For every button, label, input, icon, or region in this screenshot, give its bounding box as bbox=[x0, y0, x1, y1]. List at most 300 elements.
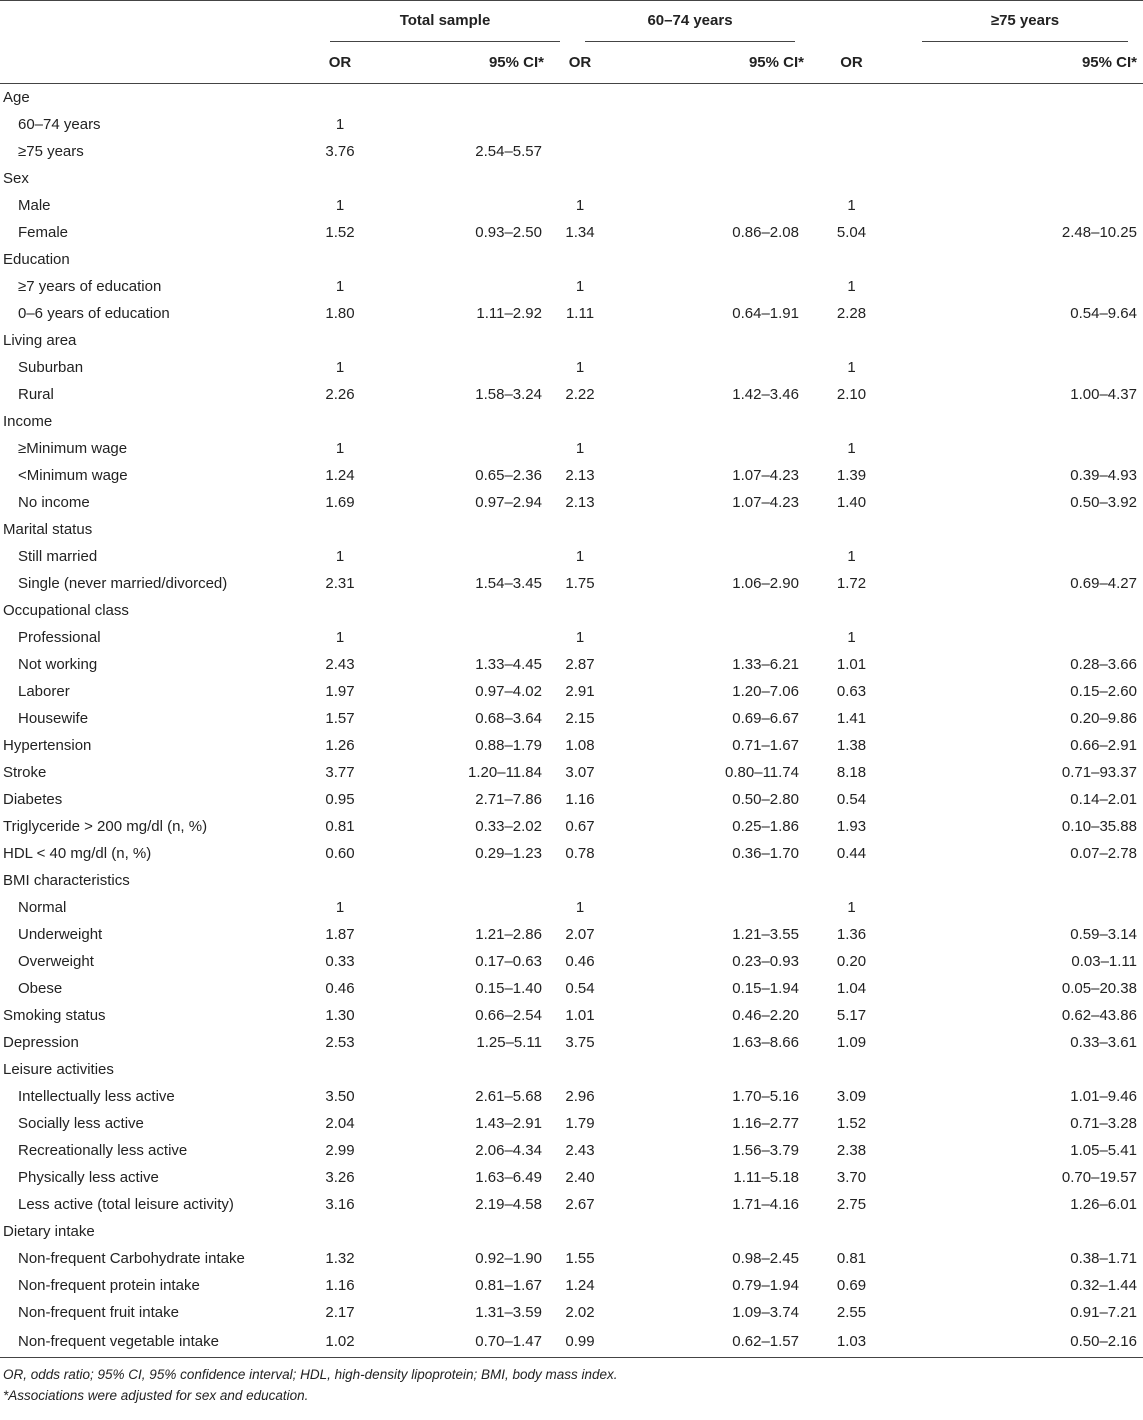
ci-value-cell bbox=[893, 138, 1143, 165]
or-value-cell bbox=[550, 111, 610, 138]
row-label: Housewife bbox=[18, 710, 89, 727]
table-row bbox=[0, 381, 1143, 408]
ci-value-cell: 0.80–11.74 bbox=[725, 764, 799, 781]
table-row bbox=[0, 219, 1143, 246]
ci-value-cell bbox=[893, 435, 1143, 462]
table-row bbox=[0, 1272, 1143, 1299]
table-row bbox=[0, 1056, 1143, 1083]
or-value-cell: 2.91 bbox=[565, 683, 595, 700]
ci-value-cell: 0.10–35.88 bbox=[1061, 818, 1137, 835]
or-value-cell: 0.69 bbox=[836, 1277, 867, 1294]
or-value-cell: 2.53 bbox=[325, 1034, 355, 1051]
ci-value-cell: 0.20–9.86 bbox=[1070, 710, 1137, 727]
or-value-cell: 2.02 bbox=[565, 1304, 595, 1321]
or-value-cell: 0.81 bbox=[836, 1250, 867, 1267]
ci-value-cell: 0.79–1.94 bbox=[732, 1277, 799, 1294]
ci-value-cell bbox=[380, 1218, 550, 1245]
or-value-cell: 2.43 bbox=[325, 656, 355, 673]
ci-value-cell: 0.39–4.93 bbox=[1070, 467, 1137, 484]
ci-value-cell bbox=[380, 165, 550, 192]
or-value-cell: 1.39 bbox=[836, 467, 867, 484]
or-value-cell: 1 bbox=[847, 548, 856, 565]
ci-value-cell bbox=[893, 84, 1143, 112]
row-label: Age bbox=[3, 89, 30, 106]
or-value-cell: 2.15 bbox=[565, 710, 595, 727]
table-row bbox=[0, 1299, 1143, 1326]
or-value-cell bbox=[300, 867, 380, 894]
or-value-cell bbox=[550, 138, 610, 165]
ci-value-cell bbox=[380, 273, 550, 300]
or-value-cell: 1.80 bbox=[325, 305, 355, 322]
row-label: <Minimum wage bbox=[18, 467, 128, 484]
ci-value-cell: 0.29–1.23 bbox=[475, 845, 542, 862]
table-row bbox=[0, 165, 1143, 192]
ci-value-cell: 0.05–20.38 bbox=[1061, 980, 1137, 997]
row-label: 0–6 years of education bbox=[18, 305, 170, 322]
ci-value-cell: 0.86–2.08 bbox=[732, 224, 799, 241]
ci-value-cell: 0.71–1.67 bbox=[732, 737, 799, 754]
or-value-cell bbox=[300, 1056, 380, 1083]
ci-value-cell bbox=[380, 327, 550, 354]
ci-value-cell bbox=[610, 408, 810, 435]
row-label: Laborer bbox=[18, 683, 70, 700]
or-value-cell bbox=[550, 867, 610, 894]
ci-value-cell: 0.59–3.14 bbox=[1070, 926, 1137, 943]
or-value-cell: 1 bbox=[575, 548, 585, 565]
ci-value-cell bbox=[610, 516, 810, 543]
ci-value-cell: 0.15–1.94 bbox=[732, 980, 799, 997]
ci-value-cell: 0.14–2.01 bbox=[1070, 791, 1137, 808]
ci-value-cell bbox=[893, 327, 1143, 354]
ci-value-cell bbox=[380, 867, 550, 894]
ci-value-cell: 0.15–2.60 bbox=[1070, 683, 1137, 700]
or-value-cell bbox=[300, 165, 380, 192]
or-value-cell: 1 bbox=[335, 197, 345, 214]
ci-value-cell bbox=[380, 894, 550, 921]
ci-value-cell bbox=[610, 192, 810, 219]
or-value-cell: 1 bbox=[575, 197, 585, 214]
table-row bbox=[0, 1002, 1143, 1029]
or-value-cell: 1 bbox=[847, 278, 856, 295]
ci-value-cell bbox=[610, 435, 810, 462]
ci-value-cell: 1.31–3.59 bbox=[475, 1304, 542, 1321]
group-header-row bbox=[0, 1, 1143, 43]
or-value-cell: 1 bbox=[335, 116, 345, 133]
row-label: Stroke bbox=[3, 764, 47, 781]
or-value-cell: 1 bbox=[575, 359, 585, 376]
ci-value-cell bbox=[610, 111, 810, 138]
table-row bbox=[0, 1218, 1143, 1245]
ci-value-cell: 0.68–3.64 bbox=[475, 710, 542, 727]
or-value-cell bbox=[300, 516, 380, 543]
or-value-cell: 2.43 bbox=[565, 1142, 595, 1159]
or-value-cell: 0.33 bbox=[325, 953, 355, 970]
or-value-cell: 2.67 bbox=[565, 1196, 595, 1213]
ci-header-60-74: 95% CI* bbox=[610, 42, 810, 84]
or-value-cell: 1.16 bbox=[325, 1277, 355, 1294]
or-value-cell: 1 bbox=[335, 899, 345, 916]
or-value-cell: 1 bbox=[847, 359, 856, 376]
or-value-cell: 0.46 bbox=[325, 980, 355, 997]
or-value-cell bbox=[810, 111, 893, 138]
ci-value-cell: 1.09–3.74 bbox=[732, 1304, 799, 1321]
ci-value-cell: 0.98–2.45 bbox=[732, 1250, 799, 1267]
ci-value-cell bbox=[380, 84, 550, 112]
ci-value-cell bbox=[610, 354, 810, 381]
ci-value-cell bbox=[380, 246, 550, 273]
ci-value-cell: 0.07–2.78 bbox=[1070, 845, 1137, 862]
ci-value-cell bbox=[893, 246, 1143, 273]
ci-value-cell bbox=[893, 1056, 1143, 1083]
ci-value-cell bbox=[380, 192, 550, 219]
or-value-cell: 1.34 bbox=[565, 224, 595, 241]
group-header-60-74-label: 60–74 years bbox=[585, 1, 795, 42]
or-header-75plus: OR bbox=[810, 42, 893, 84]
table-row bbox=[0, 1245, 1143, 1272]
or-value-cell: 3.07 bbox=[565, 764, 595, 781]
ci-value-cell: 1.16–2.77 bbox=[732, 1115, 799, 1132]
table-row bbox=[0, 570, 1143, 597]
or-value-cell: 2.40 bbox=[565, 1169, 595, 1186]
or-value-cell: 0.54 bbox=[565, 980, 595, 997]
table-row bbox=[0, 1110, 1143, 1137]
row-label: Single (never married/divorced) bbox=[18, 575, 228, 592]
ci-value-cell: 0.38–1.71 bbox=[1070, 1250, 1137, 1267]
or-value-cell: 1.52 bbox=[836, 1115, 867, 1132]
row-label: Depression bbox=[3, 1034, 79, 1051]
row-label: Income bbox=[3, 413, 53, 430]
ci-value-cell: 1.01–9.46 bbox=[1070, 1088, 1137, 1105]
or-value-cell: 3.77 bbox=[325, 764, 355, 781]
row-label: Leisure activities bbox=[3, 1061, 114, 1078]
ci-value-cell: 0.65–2.36 bbox=[475, 467, 542, 484]
or-value-cell: 5.04 bbox=[836, 224, 867, 241]
ci-value-cell: 1.11–2.92 bbox=[476, 305, 542, 322]
ci-value-cell: 1.43–2.91 bbox=[475, 1115, 542, 1132]
table-row bbox=[0, 597, 1143, 624]
or-value-cell: 1.69 bbox=[325, 494, 355, 511]
ci-value-cell bbox=[380, 354, 550, 381]
or-value-cell bbox=[550, 246, 610, 273]
or-value-cell bbox=[300, 408, 380, 435]
subheader-row bbox=[0, 42, 1143, 84]
or-value-cell: 2.13 bbox=[565, 494, 595, 511]
table-row bbox=[0, 1326, 1143, 1358]
table-header bbox=[0, 1, 1143, 84]
row-label: Less active (total leisure activity) bbox=[18, 1196, 234, 1213]
ci-value-cell bbox=[893, 894, 1143, 921]
table-row bbox=[0, 840, 1143, 867]
table-row bbox=[0, 1029, 1143, 1056]
table-row bbox=[0, 624, 1143, 651]
ci-value-cell bbox=[380, 543, 550, 570]
or-value-cell: 0.95 bbox=[325, 791, 355, 808]
or-value-cell: 3.26 bbox=[325, 1169, 355, 1186]
ci-value-cell bbox=[610, 273, 810, 300]
table-row bbox=[0, 813, 1143, 840]
ci-value-cell bbox=[610, 327, 810, 354]
ci-value-cell: 0.71–3.28 bbox=[1070, 1115, 1137, 1132]
ci-value-cell: 1.54–3.45 bbox=[475, 575, 542, 592]
row-label: Suburban bbox=[18, 359, 84, 376]
row-label: Intellectually less active bbox=[18, 1088, 175, 1105]
or-value-cell: 0.78 bbox=[565, 845, 595, 862]
or-value-cell bbox=[300, 84, 380, 112]
ci-value-cell: 0.62–43.86 bbox=[1061, 1007, 1137, 1024]
ci-value-cell: 1.25–5.11 bbox=[476, 1034, 542, 1051]
ci-value-cell bbox=[380, 408, 550, 435]
or-header-60-74: OR bbox=[550, 42, 610, 84]
or-value-cell: 1 bbox=[847, 899, 856, 916]
or-value-cell: 1.08 bbox=[565, 737, 595, 754]
or-value-cell: 2.87 bbox=[565, 656, 595, 673]
or-value-cell: 2.75 bbox=[836, 1196, 867, 1213]
stub-subheader bbox=[0, 42, 300, 84]
row-label: Hypertension bbox=[3, 737, 92, 754]
row-label: Education bbox=[3, 251, 70, 268]
or-value-cell: 1 bbox=[575, 899, 585, 916]
or-value-cell: 1.57 bbox=[325, 710, 355, 727]
table-row bbox=[0, 1191, 1143, 1218]
table-row bbox=[0, 327, 1143, 354]
or-value-cell: 2.26 bbox=[325, 386, 355, 403]
row-label: Not working bbox=[18, 656, 98, 673]
or-value-cell: 1.30 bbox=[325, 1007, 355, 1024]
ci-value-cell: 1.21–2.86 bbox=[475, 926, 542, 943]
or-value-cell: 2.22 bbox=[565, 386, 595, 403]
or-value-cell: 1.55 bbox=[565, 1250, 595, 1267]
or-value-cell: 2.31 bbox=[325, 575, 355, 592]
or-value-cell: 1 bbox=[335, 629, 345, 646]
or-value-cell: 2.17 bbox=[325, 1304, 355, 1321]
or-value-cell: 2.99 bbox=[325, 1142, 355, 1159]
ci-value-cell bbox=[380, 1056, 550, 1083]
table-row bbox=[0, 921, 1143, 948]
ci-value-cell bbox=[893, 867, 1143, 894]
ci-value-cell: 1.56–3.79 bbox=[732, 1142, 799, 1159]
ci-value-cell: 1.63–8.66 bbox=[732, 1034, 799, 1051]
ci-value-cell: 0.97–4.02 bbox=[475, 683, 542, 700]
footnote-adjustment: *Associations were adjusted for sex and education. bbox=[3, 1388, 309, 1403]
ci-value-cell: 0.03–1.11 bbox=[1071, 953, 1137, 970]
row-label: Female bbox=[18, 224, 69, 241]
ci-value-cell bbox=[380, 516, 550, 543]
row-label: Diabetes bbox=[3, 791, 63, 808]
or-value-cell: 3.09 bbox=[836, 1088, 867, 1105]
table-row bbox=[0, 732, 1143, 759]
or-value-cell: 1.32 bbox=[325, 1250, 355, 1267]
ci-value-cell: 1.33–4.45 bbox=[475, 656, 542, 673]
or-value-cell: 0.46 bbox=[565, 953, 595, 970]
or-value-cell: 1 bbox=[847, 440, 856, 457]
ci-value-cell bbox=[610, 624, 810, 651]
table-footnotes bbox=[0, 1364, 1143, 1406]
group-header-60-74 bbox=[550, 1, 810, 43]
or-value-cell: 3.75 bbox=[565, 1034, 595, 1051]
or-value-cell bbox=[810, 84, 893, 112]
ci-value-cell bbox=[893, 192, 1143, 219]
table-row bbox=[0, 192, 1143, 219]
ci-value-cell: 0.50–2.16 bbox=[893, 1326, 1143, 1358]
ci-value-cell: 0.33–3.61 bbox=[1070, 1034, 1137, 1051]
or-value-cell bbox=[550, 84, 610, 112]
table-row bbox=[0, 543, 1143, 570]
ci-value-cell: 2.54–5.57 bbox=[475, 143, 542, 160]
row-label: Overweight bbox=[18, 953, 94, 970]
or-value-cell: 1.72 bbox=[836, 575, 867, 592]
or-value-cell: 1 bbox=[575, 278, 585, 295]
or-value-cell bbox=[810, 867, 893, 894]
or-value-cell bbox=[550, 408, 610, 435]
ci-value-cell: 2.48–10.25 bbox=[1061, 224, 1137, 241]
or-value-cell: 2.55 bbox=[836, 1304, 867, 1321]
ci-value-cell bbox=[610, 894, 810, 921]
row-label: Dietary intake bbox=[3, 1223, 95, 1240]
table-body bbox=[0, 84, 1143, 1358]
or-value-cell: 2.13 bbox=[565, 467, 595, 484]
row-label: Smoking status bbox=[3, 1007, 106, 1024]
or-value-cell bbox=[550, 597, 610, 624]
row-label: ≥7 years of education bbox=[18, 278, 162, 295]
or-value-cell bbox=[300, 1218, 380, 1245]
or-value-cell: 2.07 bbox=[565, 926, 595, 943]
ci-value-cell: 0.92–1.90 bbox=[475, 1250, 542, 1267]
ci-value-cell: 0.36–1.70 bbox=[732, 845, 799, 862]
table-row bbox=[0, 651, 1143, 678]
ci-value-cell bbox=[610, 1218, 810, 1245]
ci-value-cell: 0.50–3.92 bbox=[1070, 494, 1137, 511]
ci-value-cell: 0.33–2.02 bbox=[475, 818, 542, 835]
or-value-cell: 1.04 bbox=[836, 980, 867, 997]
row-label: Marital status bbox=[3, 521, 93, 538]
table-row bbox=[0, 867, 1143, 894]
or-value-cell: 1.41 bbox=[836, 710, 867, 727]
or-value-cell: 0.60 bbox=[325, 845, 355, 862]
ci-value-cell: 0.70–19.57 bbox=[1061, 1169, 1137, 1186]
ci-value-cell: 2.71–7.86 bbox=[475, 791, 542, 808]
row-label: Rural bbox=[18, 386, 54, 403]
table-row bbox=[0, 138, 1143, 165]
ci-value-cell: 1.71–4.16 bbox=[732, 1196, 799, 1213]
ci-value-cell: 0.88–1.79 bbox=[475, 737, 542, 754]
or-value-cell: 1.26 bbox=[325, 737, 355, 754]
ci-value-cell: 0.28–3.66 bbox=[1070, 656, 1137, 673]
ci-value-cell: 0.32–1.44 bbox=[1070, 1277, 1137, 1294]
row-label: Still married bbox=[18, 548, 98, 565]
or-value-cell bbox=[300, 246, 380, 273]
table-row bbox=[0, 1164, 1143, 1191]
or-value-cell bbox=[550, 516, 610, 543]
row-label: Physically less active bbox=[18, 1169, 159, 1186]
or-value-cell bbox=[300, 327, 380, 354]
or-value-cell bbox=[550, 327, 610, 354]
or-value-cell: 1 bbox=[575, 629, 585, 646]
or-value-cell: 1.79 bbox=[565, 1115, 595, 1132]
or-value-cell: 0.44 bbox=[836, 845, 867, 862]
or-value-cell: 1 bbox=[335, 548, 345, 565]
or-value-cell: 1.93 bbox=[836, 818, 867, 835]
or-value-cell: 2.96 bbox=[565, 1088, 595, 1105]
or-value-cell bbox=[810, 165, 893, 192]
ci-value-cell: 0.70–1.47 bbox=[380, 1326, 550, 1358]
group-header-75plus bbox=[810, 1, 1143, 43]
or-value-cell: 1.52 bbox=[325, 224, 355, 241]
ci-value-cell bbox=[893, 624, 1143, 651]
ci-value-cell: 1.07–4.23 bbox=[732, 467, 799, 484]
table-row bbox=[0, 516, 1143, 543]
or-value-cell: 0.81 bbox=[325, 818, 355, 835]
table-row bbox=[0, 300, 1143, 327]
or-value-cell bbox=[810, 597, 893, 624]
ci-value-cell: 1.06–2.90 bbox=[732, 575, 799, 592]
or-header-total: OR bbox=[300, 42, 380, 84]
ci-value-cell: 0.25–1.86 bbox=[732, 818, 799, 835]
ci-value-cell bbox=[893, 543, 1143, 570]
or-value-cell: 1.87 bbox=[325, 926, 355, 943]
ci-value-cell: 0.93–2.50 bbox=[475, 224, 542, 241]
row-label: Occupational class bbox=[3, 602, 129, 619]
ci-value-cell: 2.61–5.68 bbox=[475, 1088, 542, 1105]
ci-value-cell: 1.20–7.06 bbox=[732, 683, 799, 700]
row-label: ≥75 years bbox=[18, 143, 84, 160]
row-label: Living area bbox=[3, 332, 77, 349]
ci-value-cell bbox=[610, 867, 810, 894]
or-value-cell: 1.16 bbox=[565, 791, 595, 808]
ci-value-cell: 1.58–3.24 bbox=[475, 386, 542, 403]
ci-value-cell: 1.00–4.37 bbox=[1070, 386, 1137, 403]
ci-value-cell bbox=[380, 624, 550, 651]
table-row bbox=[0, 408, 1143, 435]
stub-header bbox=[0, 1, 300, 43]
or-value-cell: 1.24 bbox=[565, 1277, 595, 1294]
ci-header-total: 95% CI* bbox=[380, 42, 550, 84]
ci-value-cell: 1.63–6.49 bbox=[475, 1169, 542, 1186]
table-row bbox=[0, 273, 1143, 300]
table-row bbox=[0, 678, 1143, 705]
or-value-cell: 2.04 bbox=[325, 1115, 355, 1132]
or-value-cell bbox=[810, 138, 893, 165]
ci-value-cell bbox=[610, 543, 810, 570]
ci-value-cell bbox=[380, 435, 550, 462]
row-label: Socially less active bbox=[18, 1115, 144, 1132]
ci-value-cell: 0.17–0.63 bbox=[475, 953, 542, 970]
or-value-cell: 1.02 bbox=[300, 1326, 380, 1358]
ci-value-cell: 1.20–11.84 bbox=[468, 764, 542, 781]
row-label: ≥Minimum wage bbox=[18, 440, 128, 457]
ci-value-cell: 0.64–1.91 bbox=[732, 305, 799, 322]
table-row bbox=[0, 948, 1143, 975]
ci-value-cell: 1.70–5.16 bbox=[732, 1088, 799, 1105]
ci-value-cell bbox=[893, 516, 1143, 543]
or-value-cell: 8.18 bbox=[836, 764, 867, 781]
ci-value-cell: 0.69–6.67 bbox=[732, 710, 799, 727]
ci-value-cell: 0.97–2.94 bbox=[475, 494, 542, 511]
row-label: Sex bbox=[3, 170, 29, 187]
row-label: BMI characteristics bbox=[3, 872, 130, 889]
or-value-cell: 1.11 bbox=[565, 305, 595, 322]
table-row bbox=[0, 84, 1143, 112]
ci-value-cell: 2.19–4.58 bbox=[475, 1196, 542, 1213]
ci-value-cell bbox=[380, 597, 550, 624]
or-value-cell bbox=[300, 597, 380, 624]
table-row bbox=[0, 1137, 1143, 1164]
or-value-cell: 1 bbox=[335, 278, 345, 295]
table-row bbox=[0, 894, 1143, 921]
table-row bbox=[0, 435, 1143, 462]
row-label: Recreationally less active bbox=[18, 1142, 188, 1159]
ci-value-cell: 0.15–1.40 bbox=[475, 980, 542, 997]
ci-value-cell: 0.62–1.57 bbox=[610, 1326, 810, 1358]
